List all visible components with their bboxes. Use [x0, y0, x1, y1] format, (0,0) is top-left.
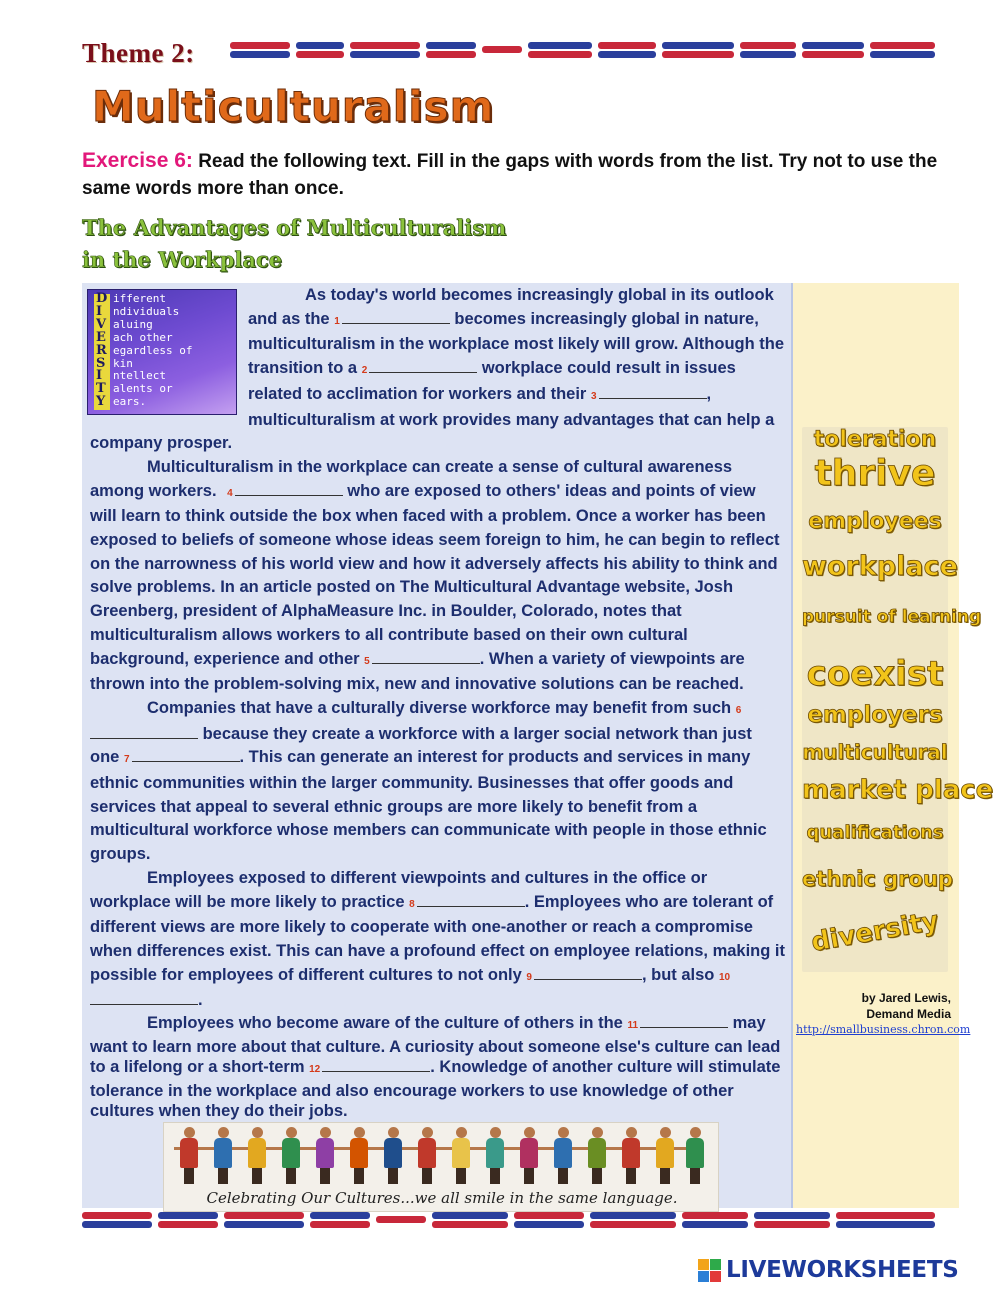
credit-url-link[interactable]: http://smallbusiness.chron.com: [796, 1023, 971, 1036]
subtitle-line-1: The Advantages of Multiculturalism: [82, 215, 507, 240]
word-bank-item: pursuit of learning: [802, 607, 982, 627]
gap-4-input[interactable]: [235, 482, 343, 496]
article-credit: [796, 990, 971, 1038]
word-bank-item: workplace: [802, 551, 958, 582]
acrostic-letters: D I V E R S I T Y: [96, 291, 108, 410]
paragraph-1: As today's world becomes increasingly global in its outlook and as the 1 becomes increasingly global in nature, multiculturalism in the workplace most likely will grow. Although the transition to a 2 workplace could result in issues related to acclimation for workers and their 3 , multiculturalism at work provides many advantages that can help a company prosper.: [90, 286, 785, 453]
gap-2-input[interactable]: [369, 359, 477, 373]
gap-6-input[interactable]: [90, 725, 198, 739]
celebrating-cultures-image: [163, 1122, 719, 1212]
word-bank-item: diversity: [809, 906, 941, 958]
gap-7-input[interactable]: [132, 748, 240, 762]
gap-9-input[interactable]: [534, 966, 642, 980]
gap-5-input[interactable]: [372, 650, 480, 664]
word-bank-item: employees: [808, 509, 942, 534]
word-bank-item: toleration: [813, 427, 937, 452]
logo-icon: [698, 1259, 722, 1283]
gap-10-input[interactable]: [90, 991, 198, 1005]
panel-divider: [791, 283, 793, 1208]
decorative-flag-border-top: [230, 40, 935, 62]
liveworksheets-logo[interactable]: [698, 1257, 998, 1285]
word-bank-item: ethnic group: [802, 867, 953, 891]
article-subtitle: [82, 212, 506, 276]
decorative-flag-border-bottom: [82, 1210, 935, 1232]
gap-1-input[interactable]: [342, 310, 450, 324]
word-bank-item: coexist: [806, 654, 944, 694]
paragraph-3: Companies that have a culturally diverse workforce may benefit from such 6 because they create a workforce with a larger social network than just one 7 . This can generate an interest for products and services in many ethnic communities within the larger community. Businesses that offer goods and services that appeal to several ethnic groups are more likely to benefit from a multicultural workforce whose members can communicate with people in those ethnic groups.: [90, 698, 767, 864]
exercise-instruction: [82, 147, 952, 202]
paragraph-4: Employees exposed to different viewpoints and cultures in the office or workplace will be more likely to practice 8 . Employees who are tolerant of different views are more likely to cooperate with one-another or reach a compromise when differences exist. This can have a profound effect on employee relations, making it possible for employees of different cultures to not only 9 , but also 10.: [90, 868, 786, 1010]
word-bank-item: multicultural: [802, 740, 948, 764]
word-bank: [802, 427, 994, 972]
image-caption: Celebrating Our Cultures...we all smile in the same language.: [206, 1189, 678, 1207]
credit-author: by Jared Lewis,: [861, 991, 951, 1005]
logo-text: LIVEWORKSHEETS: [726, 1257, 959, 1283]
word-bank-item: market place: [802, 775, 994, 805]
word-bank-item: qualifications: [806, 822, 944, 843]
page-title: Multiculturalism: [92, 82, 495, 131]
article-text: [90, 284, 785, 1122]
gap-8-input[interactable]: [417, 893, 525, 907]
word-bank-item: thrive: [814, 453, 936, 494]
gap-3-input[interactable]: [599, 385, 707, 399]
paragraph-5: Employees who become aware of the culture of others in the 11 may want to learn more about that culture. A curiosity about someone else's culture can lead to a lifelong or a short-term 12 . Knowledge of another culture will stimulate tolerance in the workplace and also encourage workers to use knowledge of other cultures when they do their jobs.: [90, 1014, 781, 1121]
paragraph-2: Multiculturalism in the workplace can create a sense of cultural awareness among workers. 4 who are exposed to others' ideas and points of view will learn to think outside the box when faced with a problem. Once a worker has been exposed to beliefs of someone whose ideas seem foreign to him, he can begin to reflect on the narrowness of his world view and how it adversely affects his ability to think and solve problems. In an article posted on The Multicultural Advantage website, Josh Greenberg, president of AlphaMeasure Inc. in Boulder, Colorado, notes that multiculturalism allows workers to all contribute based on their own cultural background, experience and other 5 . When a variety of viewpoints are thrown into the problem-solving mix, new and innovative solutions can be reached.: [90, 457, 780, 694]
exercise-label: Exercise 6:: [82, 149, 193, 172]
gap-11-input[interactable]: [640, 1014, 728, 1028]
word-bank-item: employers: [807, 702, 943, 728]
instruction-text: Read the following text. Fill in the gaps with words from the list. Try not to use the same words more than once.: [82, 151, 938, 199]
credit-source: Demand Media: [866, 1007, 951, 1021]
theme-label: Theme 2:: [82, 38, 195, 68]
subtitle-line-2: in the Workplace: [82, 247, 283, 272]
gap-12-input[interactable]: [322, 1058, 430, 1072]
acrostic-words: ifferent ndividuals aluing ach other egardless of kin ntellect alents or ears.: [113, 292, 193, 409]
